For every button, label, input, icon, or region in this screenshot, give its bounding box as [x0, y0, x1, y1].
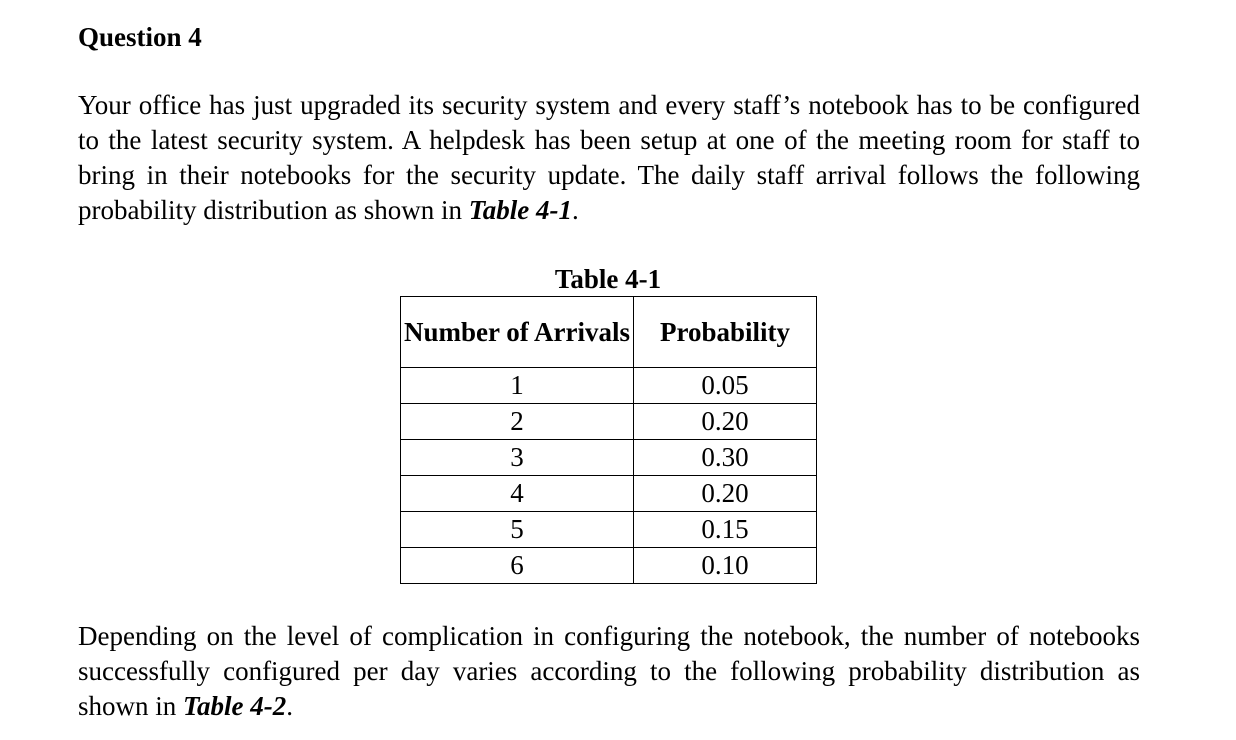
table-reference: Table 4-2: [183, 691, 287, 721]
table-header-row: [401, 297, 817, 368]
probability-cell: 0.15: [634, 512, 817, 548]
followup-paragraph: [78, 619, 1140, 724]
header-number-of-arrivals: Number of Arrivals: [401, 297, 634, 368]
question-heading: Question 4: [78, 22, 202, 52]
arrival-probability-table: [400, 296, 817, 584]
arrivals-cell: 6: [401, 548, 634, 584]
table-row: [401, 404, 817, 440]
followup-end: .: [286, 691, 294, 721]
probability-cell: 0.20: [634, 476, 817, 512]
probability-cell: 0.30: [634, 440, 817, 476]
table-row: [401, 440, 817, 476]
arrivals-cell: 5: [401, 512, 634, 548]
table-row: [401, 548, 817, 584]
table-row: [401, 512, 817, 548]
table-row: [401, 476, 817, 512]
probability-cell: 0.20: [634, 404, 817, 440]
probability-cell: 0.10: [634, 548, 817, 584]
arrivals-cell: 2: [401, 404, 634, 440]
followup-text: Depending on the level of complication in configuring the notebook, the number of notebooks successfully configured per day varies according to the following probability distribution as shown in: [78, 621, 1140, 721]
intro-text: Your office has just upgraded its security system and every staff’s notebook has to be configured to the latest security system. A helpdesk has been setup at one of the meeting room for staff to bring in their notebooks for the security update. The daily staff arrival follows the following probability distribution as shown in: [78, 90, 1140, 225]
arrivals-cell: 4: [401, 476, 634, 512]
intro-paragraph: [78, 88, 1140, 228]
table-caption: Table 4-1: [554, 264, 662, 294]
probability-cell: 0.05: [634, 368, 817, 404]
header-probability: Probability: [634, 297, 817, 368]
table-row: [401, 368, 817, 404]
intro-end: .: [572, 195, 579, 225]
table-reference: Table 4-1: [468, 195, 572, 225]
arrivals-cell: 3: [401, 440, 634, 476]
arrivals-cell: 1: [401, 368, 634, 404]
